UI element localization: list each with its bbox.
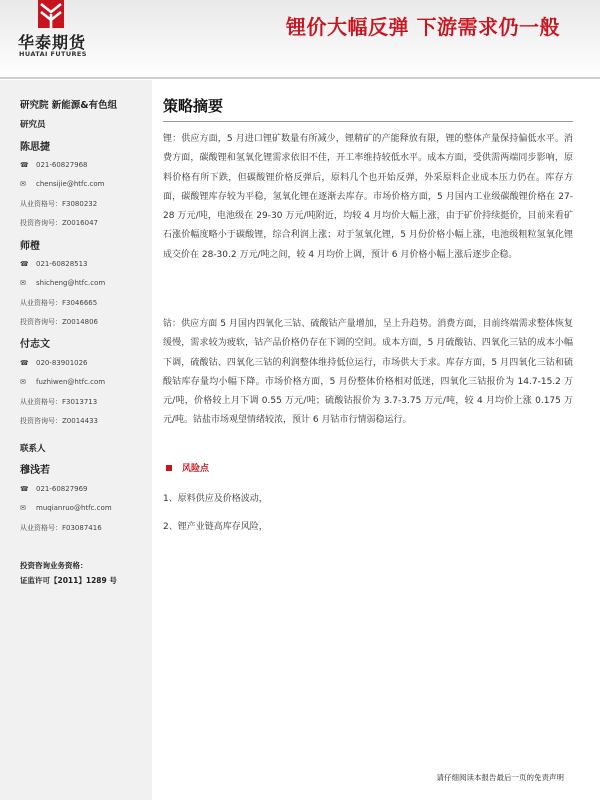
email-icon: ✉ bbox=[20, 279, 26, 287]
phone-icon: ☎ bbox=[20, 260, 29, 268]
sidebar bbox=[0, 80, 152, 800]
sidebar-department: 研究院 新能源&有色组 bbox=[20, 100, 118, 111]
analyst-email[interactable] bbox=[20, 279, 105, 287]
email-icon: ✉ bbox=[20, 378, 26, 386]
analyst-name: 师橙 bbox=[20, 241, 40, 252]
logo-english-text: HUATAI FUTURES bbox=[19, 50, 87, 58]
disclaimer-footer: 请仔细阅读本报告最后一页的免责声明 bbox=[436, 773, 564, 782]
analyst-phone-value: 020-83901026 bbox=[36, 359, 88, 367]
report-title: 锂价大幅反弹 下游需求仍一般 bbox=[286, 15, 560, 39]
contact-name: 穆浅若 bbox=[20, 465, 50, 476]
analyst-email-value[interactable]: chensijie@htfc.com bbox=[36, 180, 105, 188]
red-square-bullet-icon bbox=[166, 465, 172, 471]
analyst-consult-number: 投资咨询号：Z0014433 bbox=[20, 417, 98, 425]
header-divider bbox=[0, 77, 600, 79]
analyst-qualification: 从业资格号：F3013713 bbox=[20, 398, 98, 406]
logo-chinese-text: 华泰期货 bbox=[18, 33, 87, 52]
analyst-phone-value: 021-60827968 bbox=[36, 161, 88, 169]
analyst-consult-number: 投资咨询号：Z0014806 bbox=[20, 318, 98, 326]
risk-item: 2、锂产业链高库存风险， bbox=[163, 522, 268, 532]
analyst-email[interactable] bbox=[20, 378, 105, 386]
analyst-name: 陈思捷 bbox=[20, 142, 50, 153]
analyst-qualification: 从业资格号：F3046665 bbox=[20, 299, 98, 307]
analyst-phone bbox=[20, 161, 88, 169]
analyst-phone-value: 021-60828513 bbox=[36, 260, 88, 268]
report-header bbox=[0, 0, 600, 78]
contact-email-value[interactable]: muqianruo@htfc.com bbox=[36, 504, 112, 512]
risk-heading-text: 风险点 bbox=[182, 464, 210, 474]
risk-heading bbox=[163, 461, 209, 474]
analyst-consult-number: 投资咨询号：Z0016047 bbox=[20, 219, 98, 227]
contact-phone bbox=[20, 485, 88, 493]
email-icon: ✉ bbox=[20, 504, 26, 512]
analyst-email-value[interactable]: shicheng@htfc.com bbox=[36, 279, 106, 287]
contact-qualification: 从业资格号：F03087416 bbox=[20, 524, 102, 532]
huatai-logo bbox=[18, 0, 108, 70]
analyst-phone bbox=[20, 260, 88, 268]
researchers-label: 研究员 bbox=[20, 120, 46, 130]
contact-label: 联系人 bbox=[20, 444, 46, 454]
license-label: 投资咨询业务资格： bbox=[20, 561, 88, 570]
phone-icon: ☎ bbox=[20, 485, 29, 493]
phone-icon: ☎ bbox=[20, 161, 29, 169]
analyst-email[interactable] bbox=[20, 180, 105, 188]
strategy-summary-heading: 策略摘要 bbox=[163, 97, 224, 115]
lithium-paragraph: 锂：供应方面，5 月进口锂矿数量有所减少，锂精矿的产能释放有限，锂的整体产量保持偏低水平。消费方面，碳酸锂和氢氧化锂需求依旧不佳，开工率维持较低水平。成本方面，受供需两端同步影响，原料价格有所下跌，但碳酸锂价格反弹后，原料几个也开始反弹，外采原料企业成本压力仍在。库存方面，碳酸锂库存较为平稳，氢氧化锂在逐渐去库存。市场价格方面，5 月国内工业级碳酸锂价格在 27-28 万元/吨，电池级在 29-30 万元/吨附近，均较 4 月均价大幅上涨，由于矿价持续挺价，目前来看矿石涨价幅度略小于碳酸锂，综合利润上涨；对于氢氧化锂，5 月份价格小幅上涨，电池级粗粒氢氧化锂成交价在 28-30.2 万元/吨之间，较 4 月均价上调，预计 6 月价格小幅上涨后逐步企稳。 bbox=[163, 134, 573, 260]
phone-icon: ☎ bbox=[20, 359, 29, 367]
cobalt-paragraph: 钴：供应方面 5 月国内四氧化三钴、硫酸钴产量增加，呈上升趋势。消费方面，目前终端需求整体恢复缓慢，需求较为疲软，钴产品价格仍存在下调的空间。成本方面，5 月硫酸钴、四氧化三钴的成本小幅下调，硫酸钴、四氧化三钴的利润整体维持低位运行，市场供大于求。库存方面，5 月四氧化三钴和硫酸钴库存量均小幅下降。市场价格方面，5 月份整体价格相对低迷，四氧化三钴报价为 14.7-15.2 万元/吨，价格较上月下调 0.55 万元/吨；硫酸钴报价为 3.7-3.75 万元/吨，较 4 月均价上涨 0.175 万元/吨。钴盐市场观望情绪较浓，预计 6 月钴市行情弱稳运行。 bbox=[163, 319, 573, 426]
contact-phone-value: 021-60827969 bbox=[36, 485, 88, 493]
analyst-name: 付志文 bbox=[20, 339, 50, 350]
risk-item: 1、原料供应及价格波动， bbox=[163, 494, 268, 504]
contact-email[interactable] bbox=[20, 504, 112, 512]
heading-rule bbox=[163, 121, 573, 122]
license-number: 证监许可【2011】1289 号 bbox=[20, 576, 117, 585]
analyst-qualification: 从业资格号：F3080232 bbox=[20, 200, 98, 208]
analyst-phone bbox=[20, 359, 88, 367]
email-icon: ✉ bbox=[20, 180, 26, 188]
analyst-email-value[interactable]: fuzhiwen@htfc.com bbox=[36, 378, 106, 386]
logo-mark-icon bbox=[38, 0, 64, 28]
